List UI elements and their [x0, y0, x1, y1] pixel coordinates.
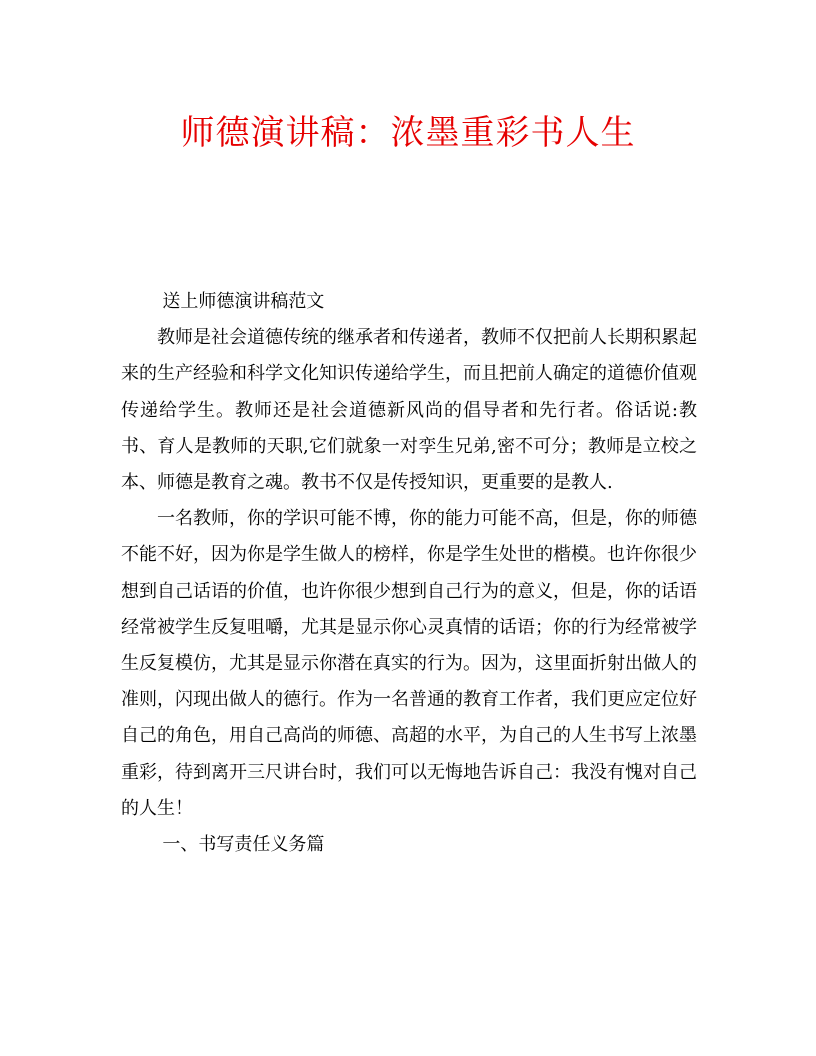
intro-line: 送上师德演讲稿范文: [162, 291, 325, 312]
section-heading: 一、书写责任义务篇: [162, 834, 325, 856]
paragraph-1: 教师是社会道德传统的继承者和传递者，教师不仅把前人长期积累起来的生产经验和科学文化知识传递给学生，而且把前人确定的道德价值观传递给学生。教师还是社会道德新风尚的倡导者和先行者。俗话说:教书、育人是教师的天职,它们就象一对孪生兄弟,密不可分；教师是立校之本、师德是教育之魂。教书不仅是传授知识，更重要的是教人.: [121, 327, 697, 494]
document-body: [121, 284, 697, 863]
paragraph-2: 一名教师，你的学识可能不博，你的能力可能不高，但是，你的师德不能不好，因为你是学生做人的榜样，你是学生处世的楷模。也许你很少想到自己话语的价值，也许你很少想到自己行为的意义，但是，你的话语经常被学生反复咀嚼，尤其是显示你心灵真情的话语；你的行为经常被学生反复模仿，尤其是显示你潜在真实的行为。因为，这里面折射出做人的准则，闪现出做人的德行。作为一名普通的教育工作者，我们更应定位好自己的角色，用自己高尚的师德、高超的水平，为自己的人生书写上浓墨重彩，待到离开三尺讲台时，我们可以无悔地告诉自己：我没有愧对自己的人生！: [121, 508, 697, 819]
document-title: 师德演讲稿：浓墨重彩书人生: [180, 113, 636, 153]
